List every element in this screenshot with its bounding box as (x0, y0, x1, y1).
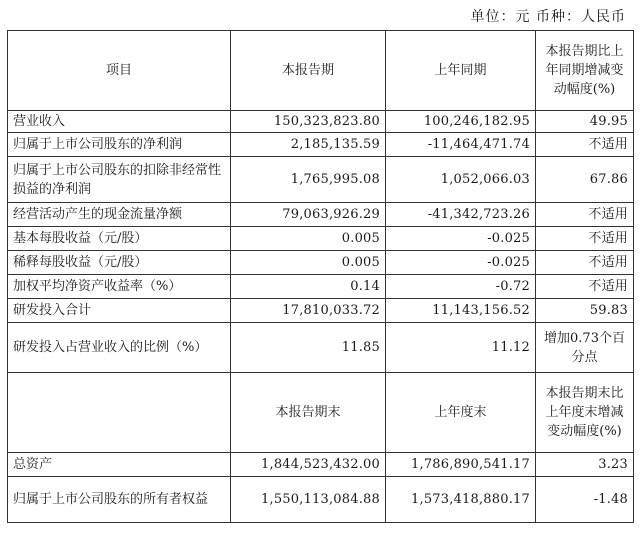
financial-indicators-table (7, 30, 634, 523)
row-prior: 1,573,418,880.17 (386, 477, 536, 523)
table-row (8, 477, 634, 523)
row-change: 不适用 (536, 227, 634, 251)
header-change-pct-period-end: 本报告期末比上年度末增减变动幅度(%) (536, 373, 634, 453)
row-prior: 100,246,182.95 (386, 111, 536, 133)
row-current: 11.85 (231, 323, 386, 373)
row-current: 1,550,113,084.88 (231, 477, 386, 523)
row-label: 归属于上市公司股东的所有者权益 (8, 477, 231, 523)
row-label: 总资产 (8, 453, 231, 477)
table-row (8, 299, 634, 323)
row-label: 经营活动产生的现金流量净额 (8, 203, 231, 227)
header-item: 项目 (8, 31, 231, 111)
header-current-period-end: 本报告期末 (231, 373, 386, 453)
row-current: 1,844,523,432.00 (231, 453, 386, 477)
row-label: 基本每股收益（元/股） (8, 227, 231, 251)
row-current: 1,765,995.08 (231, 157, 386, 203)
row-current: 150,323,823.80 (231, 111, 386, 133)
row-change: 59.83 (536, 299, 634, 323)
row-current: 17,810,033.72 (231, 299, 386, 323)
currency-unit-note: 单位：元 币种：人民币 (470, 9, 626, 25)
header-row-period-end (8, 373, 634, 453)
row-label: 营业收入 (8, 111, 231, 133)
row-prior: -0.025 (386, 227, 536, 251)
row-change: 不适用 (536, 133, 634, 157)
table-row (8, 453, 634, 477)
table-row (8, 251, 634, 275)
table-row (8, 157, 634, 203)
row-change: 3.23 (536, 453, 634, 477)
header-prior-year-end: 上年度末 (386, 373, 536, 453)
row-current: 2,185,135.59 (231, 133, 386, 157)
row-current: 79,063,926.29 (231, 203, 386, 227)
row-current: 0.14 (231, 275, 386, 299)
table-row (8, 203, 634, 227)
row-prior: 11.12 (386, 323, 536, 373)
row-change: 不适用 (536, 251, 634, 275)
header-current-period: 本报告期 (231, 31, 386, 111)
table-row (8, 111, 634, 133)
row-label: 归属于上市公司股东的扣除非经常性损益的净利润 (8, 157, 231, 203)
row-current: 0.005 (231, 251, 386, 275)
row-prior: 1,786,890,541.17 (386, 453, 536, 477)
table-row (8, 323, 634, 373)
row-prior: -41,342,723.26 (386, 203, 536, 227)
table-row (8, 227, 634, 251)
row-label: 归属于上市公司股东的净利润 (8, 133, 231, 157)
header-item-blank (8, 373, 231, 453)
row-prior: 1,052,066.03 (386, 157, 536, 203)
row-prior: -0.025 (386, 251, 536, 275)
table-row (8, 275, 634, 299)
row-label: 研发投入合计 (8, 299, 231, 323)
row-change: -1.48 (536, 477, 634, 523)
header-row-period (8, 31, 634, 111)
row-label: 研发投入占营业收入的比例（%） (8, 323, 231, 373)
row-prior: 11,143,156.52 (386, 299, 536, 323)
header-change-pct: 本报告期比上年同期增减变动幅度(%) (536, 31, 634, 111)
table-row (8, 133, 634, 157)
row-prior: -11,464,471.74 (386, 133, 536, 157)
row-label: 加权平均净资产收益率（%） (8, 275, 231, 299)
row-change: 增加0.73个百分点 (536, 323, 634, 373)
row-change: 不适用 (536, 203, 634, 227)
row-label: 稀释每股收益（元/股） (8, 251, 231, 275)
row-change: 67.86 (536, 157, 634, 203)
row-current: 0.005 (231, 227, 386, 251)
row-change: 49.95 (536, 111, 634, 133)
row-change: 不适用 (536, 275, 634, 299)
header-prior-period: 上年同期 (386, 31, 536, 111)
row-prior: -0.72 (386, 275, 536, 299)
